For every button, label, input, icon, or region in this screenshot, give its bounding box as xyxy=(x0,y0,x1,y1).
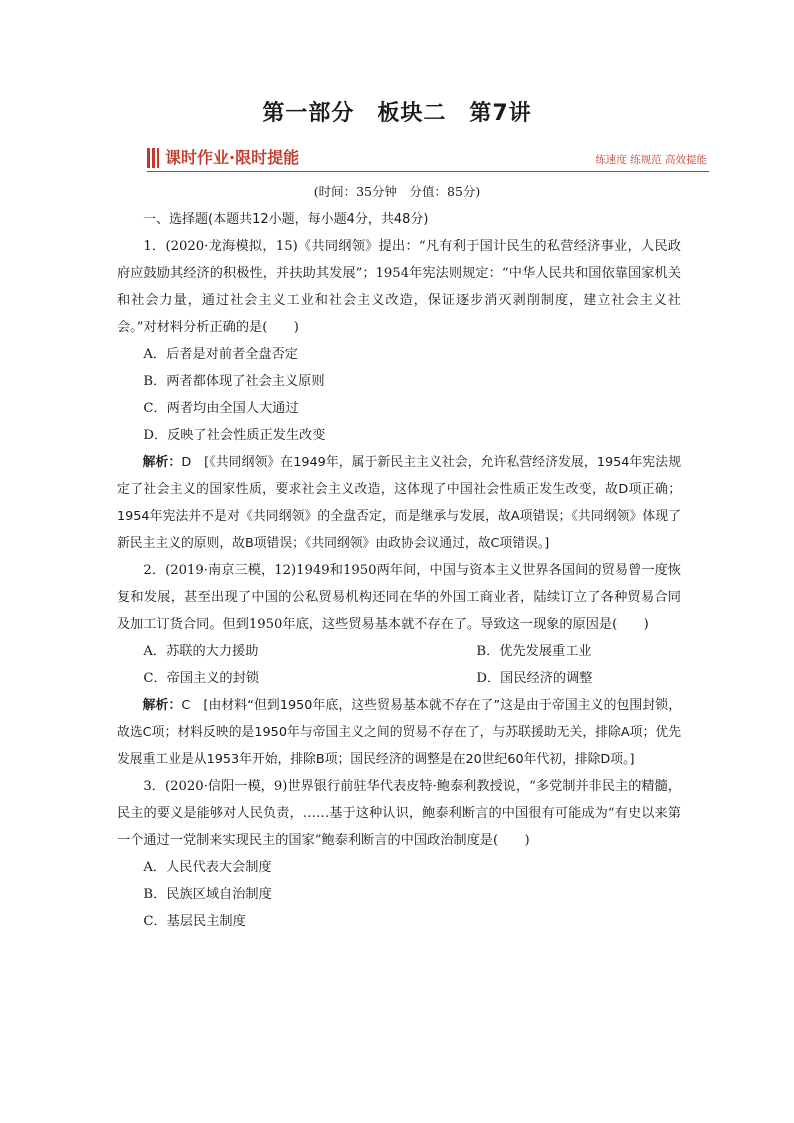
answer-label: 解析： xyxy=(142,455,182,470)
question-2-answer xyxy=(117,692,681,773)
question-2-option-d: D．国民经济的调整 xyxy=(476,671,593,686)
question-3-option-a: A．人民代表大会制度 xyxy=(143,860,272,875)
question-3-option-c: C．基层民主制度 xyxy=(143,914,246,929)
question-2-option-b: B．优先发展重工业 xyxy=(476,644,592,659)
question-3-stem: 3．(2020·信阳一模，9)世界银行前驻华代表皮特·鲍泰利教授说，“多党制并非民主的精髓，民主的要义是能够对人民负责，……基于这种认识，鲍泰利断言的中国很有可能成为“有史以来第一个通过一党制来实现民主的国家”鲍泰利断言的中国政治制度是( ) xyxy=(117,779,681,848)
banner-tagline: 练速度 练规范 高效提能 xyxy=(595,154,707,166)
question-1-answer-text: D [《共同纲领》在1949年，属于新民主主义社会，允许私营经济发展，1954年宪法规定了社会主义的国家性质，要求社会主义改造，这体现了中国社会性质正发生改变，故D项正确；1954年宪法并不是对《共同纲领》的全盘否定，而是继承与发展，故A项错误；《共同纲领》体现了新民主主义的原则，故B项错误；《共同纲领》由政协会议通过，故C项错误。] xyxy=(117,455,681,551)
section-heading: 一、选择题(本题共12小题，每小题4分，共48分) xyxy=(143,212,429,227)
question-2-options-row-1 xyxy=(117,638,681,665)
question-1-answer xyxy=(117,449,681,557)
banner-underline xyxy=(147,171,709,172)
answer-label: 解析： xyxy=(142,698,182,713)
question-1-option-c: C．两者均由全国人大通过 xyxy=(143,401,299,416)
banner-marks-icon xyxy=(147,148,159,168)
content xyxy=(117,206,681,935)
question-2-option-a: A．苏联的大力援助 xyxy=(143,644,259,659)
question-2-options-row-2 xyxy=(117,665,681,692)
section-banner xyxy=(147,146,709,172)
question-1-option-b: B．两者都体现了社会主义原则 xyxy=(143,374,325,389)
question-1-stem: 1．(2020·龙海模拟，15)《共同纲领》提出：“凡有利于国计民生的私营经济事业，人民政府应鼓励其经济的积极性，并扶助其发展”；1954年宪法则规定：“中华人民共和国依靠国家机关和社会力量，通过社会主义工业和社会主义改造，保证逐步消灭剥削制度，建立社会主义社会。”对材料分析正确的是( ) xyxy=(117,239,681,335)
question-1-option-a: A．后者是对前者全盘否定 xyxy=(143,347,298,362)
time-and-score: (时间：35分钟 分值：85分) xyxy=(313,184,481,199)
question-1-option-d: D．反映了社会性质正发生改变 xyxy=(143,428,326,443)
question-2-answer-text: C [由材料“但到1950年底，这些贸易基本就不存在了”这是由于帝国主义的包围封锁，故选C项；材料反映的是1950年与帝国主义之间的贸易不存在了，与苏联援助无关，排除A项；优先发展重工业是从1953年开始，排除B项；国民经济的调整是在20世纪60年代初，排除D项。] xyxy=(117,698,682,767)
page-title: 第一部分 板块二 第7讲 xyxy=(262,101,532,126)
question-2-option-c: C．帝国主义的封锁 xyxy=(143,671,259,686)
question-3-option-b: B．民族区域自治制度 xyxy=(143,887,272,902)
banner-heading: 课时作业·限时提能 xyxy=(165,148,300,167)
question-2-stem: 2．(2019·南京三模，12)1949和1950两年间，中国与资本主义世界各国间的贸易曾一度恢复和发展，甚至出现了中国的公私贸易机构还同在华的外国工商业者，陆续订立了各种贸易合同及加工订货合同。但到1950年底，这些贸易基本就不存在了。导致这一现象的原因是( ) xyxy=(117,563,681,632)
